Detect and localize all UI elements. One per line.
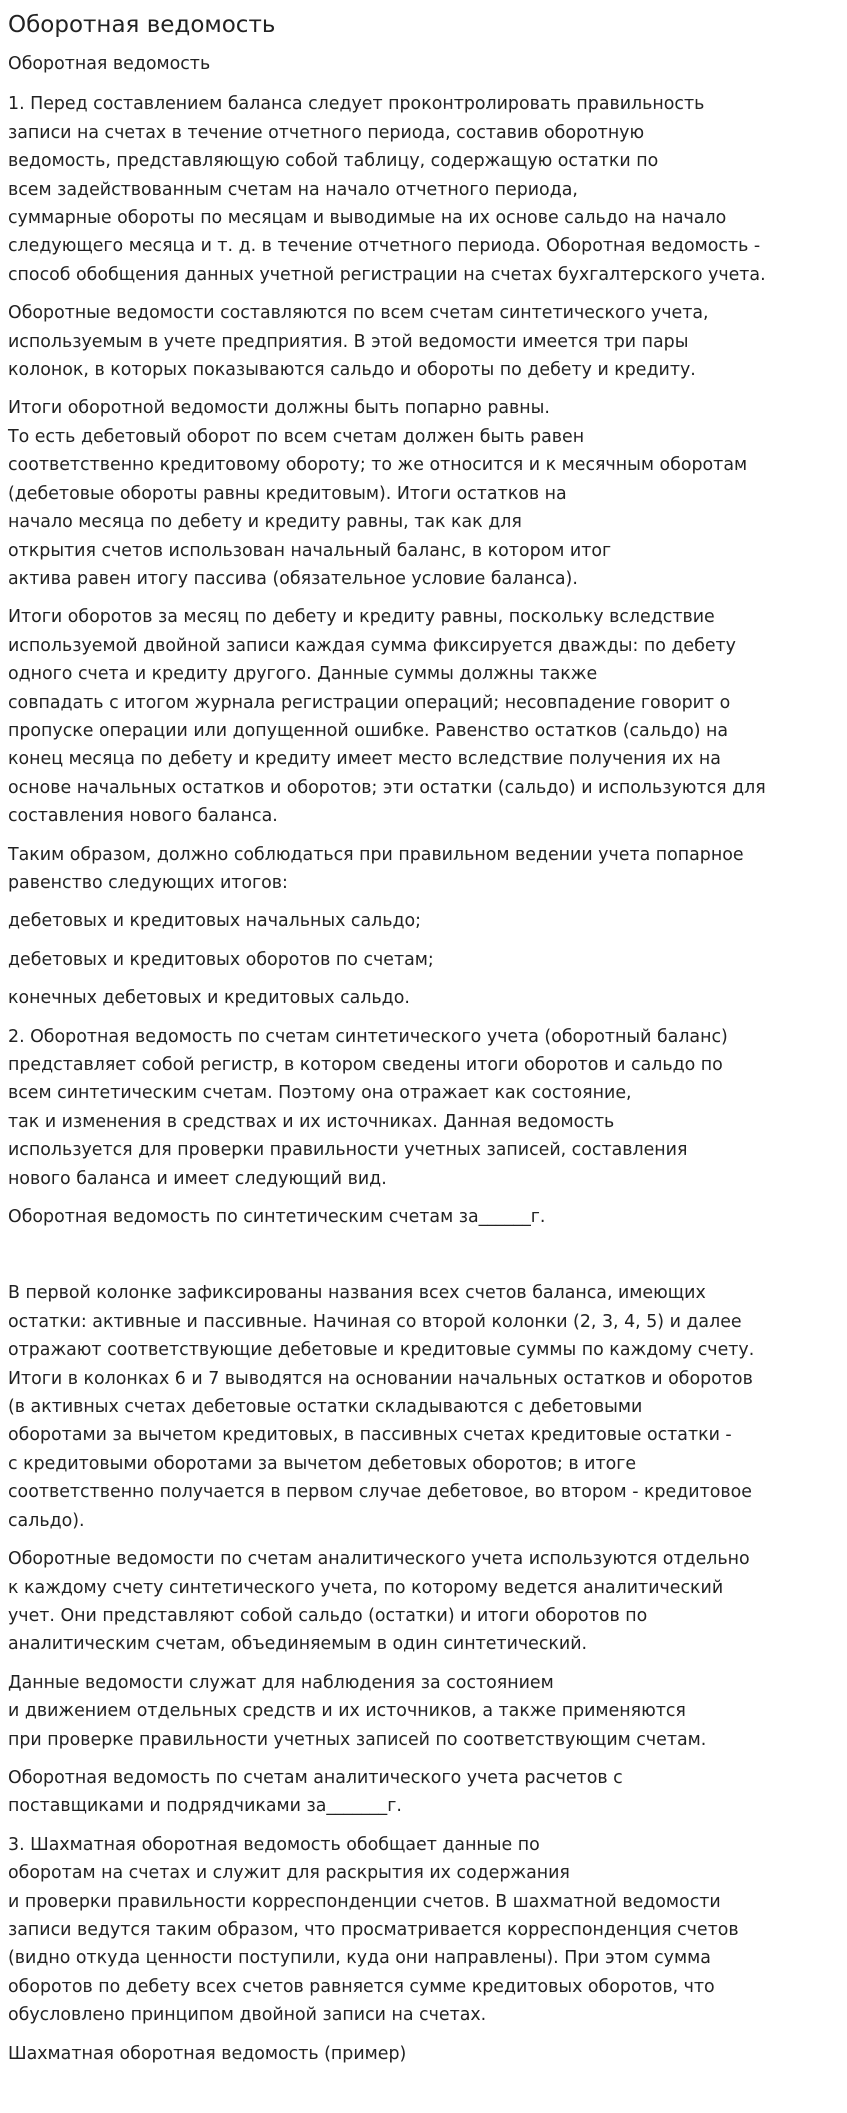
paragraph-section-2: 2. Оборотная ведомость по счетам синтетического учета (оборотный баланс) представляет собой регистр, в котором сведены итоги оборотов и сальдо по всем синтетическим счетам. Поэтому она отражает как состояние, так и изменения в средствах и их источниках. Данная ведомость используется для проверки правильности учетных записей, составления нового баланса и имеет следующий вид. (8, 1026, 728, 1189)
list-item: конечных дебетовых и кредитовых сальдо. (8, 988, 410, 1009)
list-item: дебетовых и кредитовых начальных сальдо; (8, 911, 422, 932)
caption-synthetic-statement: Оборотная ведомость по синтетическим счетам за______г. (8, 1207, 546, 1228)
paragraph-first-column: В первой колонке зафиксированы названия всех счетов баланса, имеющих остатки: активные и пассивные. Начиная со второй колонки (2, 3, 4, 5) и далее отражают соответствующие дебетовые и кредитовые суммы по каждому счету. Итоги в колонках 6 и 7 выводятся на основании начальных остатков и оборотов (в активных счетах дебетовые остатки складываются с дебетовыми оборотами за вычетом кредитовых, в пассивных счетах кредитовые остатки - с кредитовыми оборотами за вычетом дебетовых оборотов; в итоге соответственно получается в первом случае дебетовое, во втором - кредитовое сальдо). (8, 1283, 755, 1531)
paragraph-analytical-statements: Оборотные ведомости по счетам аналитического учета используются отдельно к каждому счету синтетического учета, по которому ведется аналитический учет. Они представляют собой сальдо (остатки) и итоги оборотов по аналитическим счетам, объединяемым в один синтетический. (8, 1549, 750, 1655)
caption-analytical-statement: Оборотная ведомость по счетам аналитического учета расчетов с поставщиками и подрядчиками за_______г. (8, 1767, 623, 1817)
paragraph-statements-purpose: Данные ведомости служат для наблюдения за состоянием и движением отдельных средств и их источников, а также применяются при проверке правильности учетных записей по соответствующим счетам. (8, 1672, 707, 1750)
paragraph-turnover-columns: Оборотные ведомости составляются по всем счетам синтетического учета, используемым в учете предприятия. В этой ведомости имеется три пары колонок, в которых показываются сальдо и обороты по дебету и кредиту. (8, 303, 709, 381)
paragraph-pairwise-equality: Таким образом, должно соблюдаться при правильном ведении учета попарное равенство следующих итогов: (8, 844, 744, 893)
page-subtitle: Оборотная ведомость (8, 54, 211, 74)
paragraph-monthly-totals: Итоги оборотов за месяц по дебету и кредиту равны, поскольку вследствие используемой двойной записи каждая сумма фиксируется дважды: по дебету одного счета и кредиту другого. Данные суммы должны также совпадать с итогом журнала регистрации операций; несовпадение говорит о пропуске операции или допущенной ошибке. Равенство остатков (сальдо) на конец месяца по дебету и кредиту имеет место вследствие получения их на основе начальных остатков и оборотов; эти остатки (сальдо) и используются для составления нового баланса. (8, 607, 766, 827)
list-item: дебетовых и кредитовых оборотов по счетам; (8, 949, 434, 970)
caption-chess-statement: Шахматная оборотная ведомость (пример) (8, 2043, 407, 2064)
paragraph-section-1: 1. Перед составлением баланса следует проконтролировать правильность записи на счетах в течение отчетного периода, составив оборотную ведомость, представляющую собой таблицу, содержащую остатки по всем задействованным счетам на начало отчетного периода, суммарные обороты по месяцам и выводимые на их основе сальдо на начало следующего месяца и т. д. в течение отчетного периода. Оборотная ведомость - способ обобщения данных учетной регистрации на счетах бухгалтерского учета. (8, 94, 766, 285)
missing-table-space (8, 1241, 839, 1279)
page-title: Оборотная ведомость (8, 12, 276, 38)
paragraph-section-3: 3. Шахматная оборотная ведомость обобщает данные по оборотам на счетах и служит для раскрытия их содержания и проверки правильности корреспонденции счетов. В шахматной ведомости записи ведутся таким образом, что просматривается корреспонденция счетов (видно откуда ценности поступили, куда они направлены). При этом сумма оборотов по дебету всех счетов равняется сумме кредитовых оборотов, что обусловлено принципом двойной записи на счетах. (8, 1834, 739, 2026)
paragraph-totals-equal: Итоги оборотной ведомости должны быть попарно равны. То есть дебетовый оборот по всем счетам должен быть равен соответственно кредитовому обороту; то же относится и к месячным оборотам (дебетовые обороты равны кредитовым). Итоги остатков на начало месяца по дебету и кредиту равны, так как для открытия счетов использован начальный баланс, в котором итог актива равен итогу пассива (обязательное условие баланса). (8, 398, 748, 589)
